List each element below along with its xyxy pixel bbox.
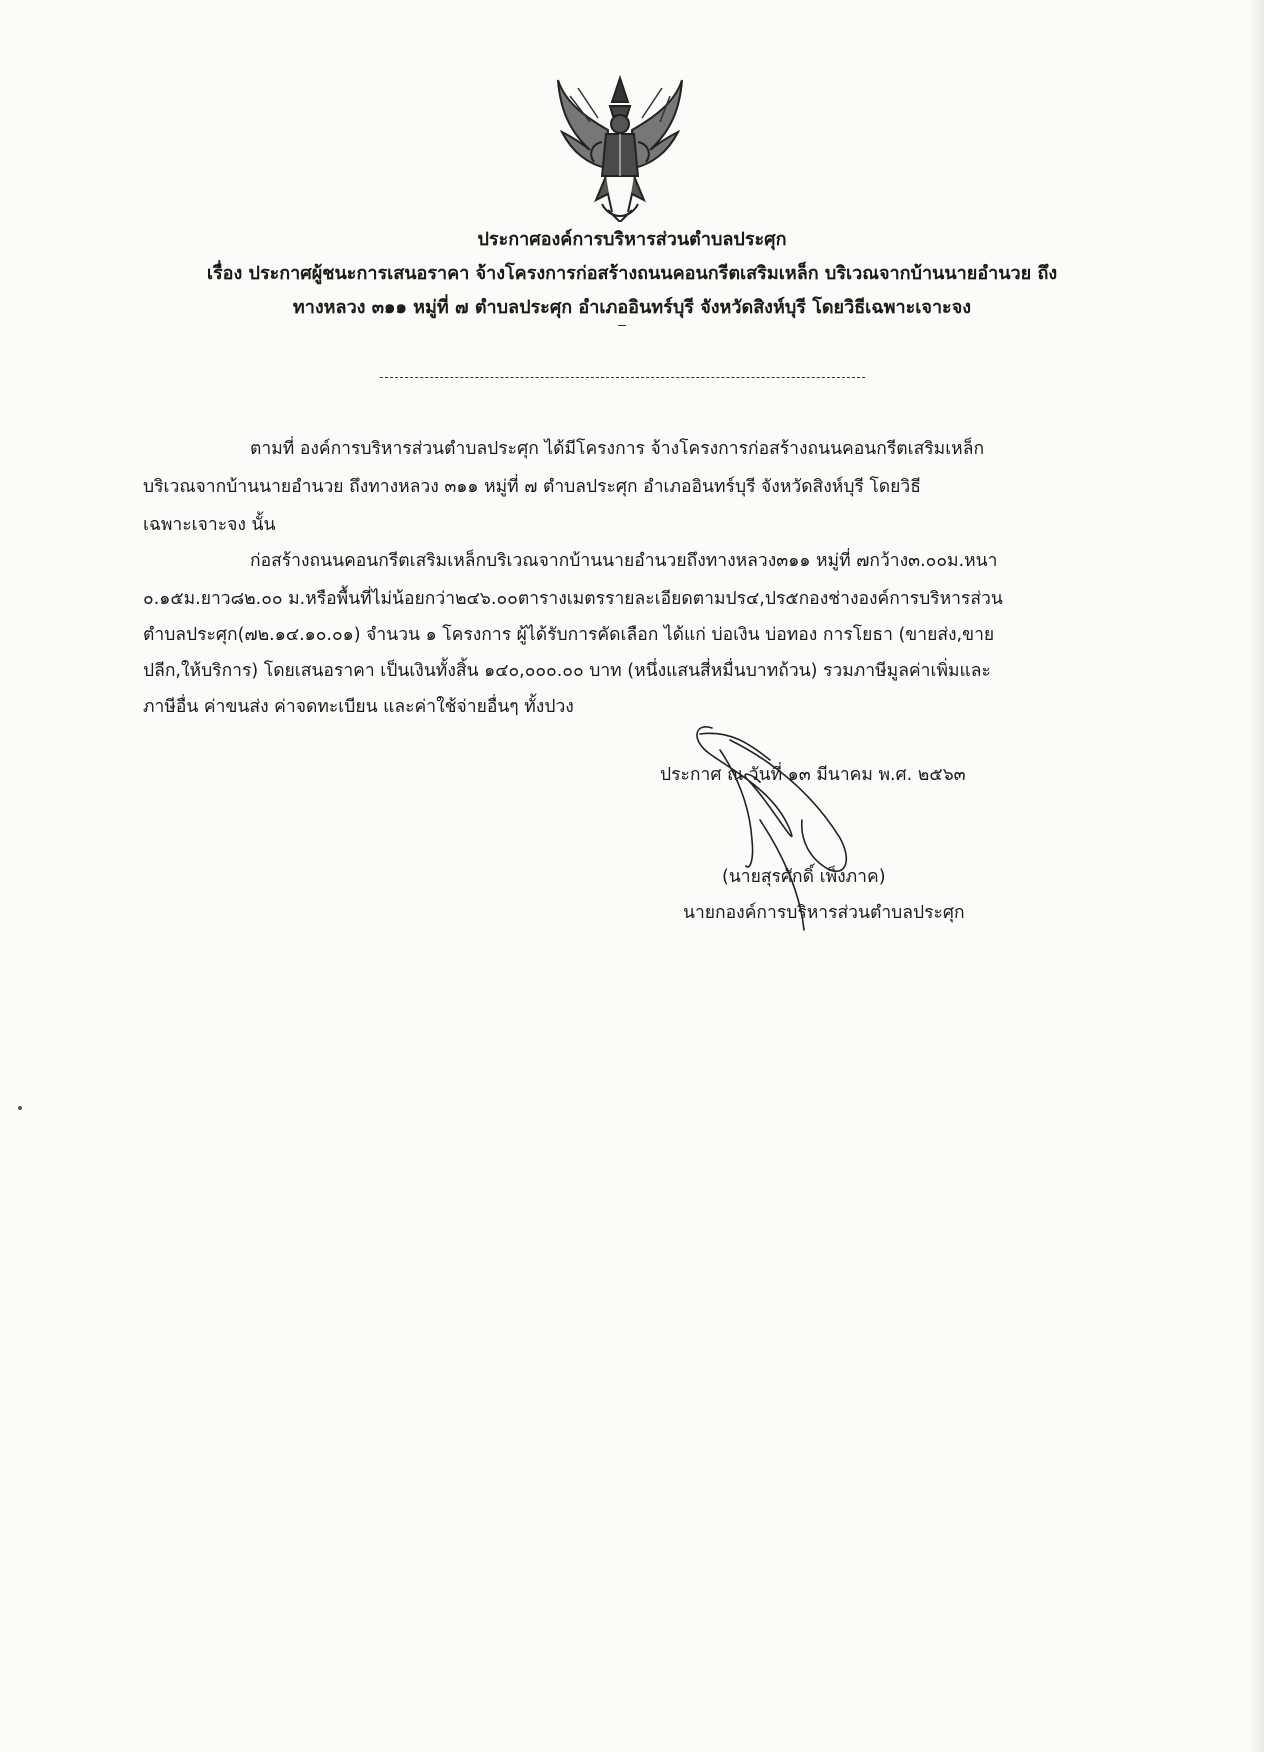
announcement-date: ประกาศ ณ วันที่ ๑๓ มีนาคม พ.ศ. ๒๕๖๓: [660, 765, 966, 785]
paragraph-1-line: เฉพาะเจาะจง นั้น: [143, 515, 276, 535]
subject-line-1: เรื่อง ประกาศผู้ชนะการเสนอราคา จ้างโครงการก่อสร้างถนนคอนกรีตเสริมเหล็ก บริเวณจากบ้านนายอำนวย ถึง: [206, 263, 1058, 284]
title-dash: [618, 325, 626, 326]
garuda-emblem-icon: [550, 72, 690, 222]
paragraph-2-line: ก่อสร้างถนนคอนกรีตเสริมเหล็กบริเวณจากบ้านนายอำนวยถึงทางหลวง๓๑๑ หมู่ที่ ๗กว้าง๓.๐๐ม.หนา: [250, 551, 998, 571]
paragraph-2-line: ตำบลประศุก(๗๒.๑๔.๑๐.๐๑) จำนวน ๑ โครงการ ผู้ได้รับการคัดเลือก ได้แก่ บ่อเงิน บ่อทอง การโยธา (ขายส่ง,ขาย: [143, 625, 995, 645]
handwritten-signature: [690, 720, 870, 940]
paragraph-1-line: ตามที่ องค์การบริหารส่วนตำบลประศุก ได้มีโครงการ จ้างโครงการก่อสร้างถนนคอนกรีตเสริมเหล็ก: [250, 439, 985, 459]
subject-line-2: ทางหลวง ๓๑๑ หมู่ที่ ๗ ตำบลประศุก อำเภออินทร์บุรี จังหวัดสิงห์บุรี โดยวิธีเฉพาะเจาะจง: [292, 297, 972, 318]
paragraph-1-line: บริเวณจากบ้านนายอำนวย ถึงทางหลวง ๓๑๑ หมู่ที่ ๗ ตำบลประศุก อำเภออินทร์บุรี จังหวัดสิงห์บุรี โดยวิธี: [143, 477, 921, 497]
announcement-title: ประกาศองค์การบริหารส่วนตำบลประศุก: [477, 229, 787, 250]
scan-speck: [18, 1106, 22, 1110]
header-divider: [380, 377, 865, 378]
signer-position: นายกองค์การบริหารส่วนตำบลประศุก: [683, 903, 965, 923]
paragraph-2-line: ปลีก,ให้บริการ) โดยเสนอราคา เป็นเงินทั้งสิ้น ๑๔๐,๐๐๐.๐๐ บาท (หนึ่งแสนสี่หมื่นบาทถ้วน) รวมภาษีมูลค่าเพิ่มและ: [143, 661, 991, 681]
paragraph-2-line: ภาษีอื่น ค่าขนส่ง ค่าจดทะเบียน และค่าใช้จ่ายอื่นๆ ทั้งปวง: [143, 697, 574, 717]
signer-name: (นายสุรศักดิ์ เพ็งภาค): [722, 867, 886, 887]
paragraph-2-line: ๐.๑๕ม.ยาว๘๒.๐๐ ม.หรือพื้นที่ไม่น้อยกว่า๒๔๖.๐๐ตารางเมตรรายละเอียดตามปร๔,ปร๕กองช่างองค์การบริหารส่วน: [143, 589, 1003, 609]
